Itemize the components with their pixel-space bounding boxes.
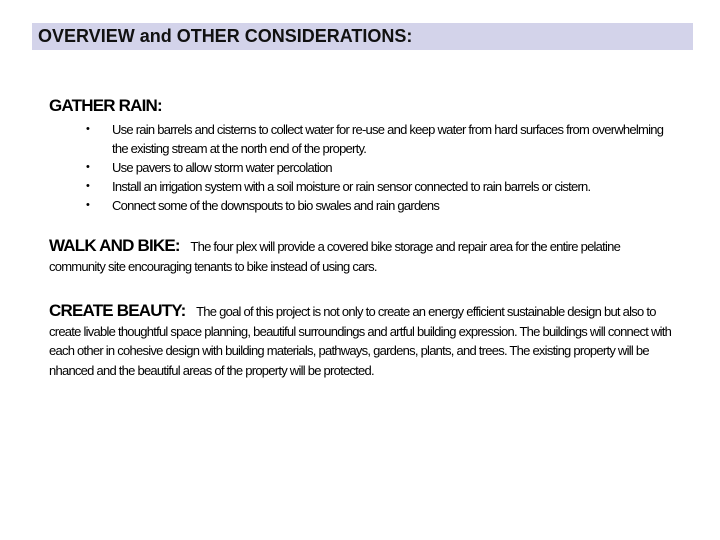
page-title: OVERVIEW and OTHER CONSIDERATIONS: xyxy=(38,26,413,46)
bullet-icon: • xyxy=(86,199,90,211)
bullet-icon: • xyxy=(86,123,90,135)
list-item-text: Connect some of the downspouts to bio swales and rain gardens xyxy=(112,198,440,213)
walk-and-bike-paragraph xyxy=(49,236,679,276)
list-item xyxy=(86,177,666,196)
gather-rain-list xyxy=(86,120,666,215)
list-item-text: Install an irrigation system with a soil moisture or rain sensor connected to rain barrels or cistern. xyxy=(112,179,591,194)
list-item xyxy=(86,120,666,158)
create-beauty-paragraph xyxy=(49,301,679,380)
create-beauty-text: The goal of this project is not only to create an energy efficient sustainable design but also to create livable thoughtful space planning, beautiful surroundings and artful building expression. The buildings will connect with each other in cohesive design with building materials, pathways, gardens, plants, and trees. The existing property will be nhanced and the beautiful areas of the property will be protected. xyxy=(49,304,672,378)
create-beauty-heading: CREATE BEAUTY: xyxy=(49,301,186,320)
walk-and-bike-heading: WALK AND BIKE: xyxy=(49,236,180,255)
gather-rain-heading: GATHER RAIN: xyxy=(49,96,162,115)
header-bar xyxy=(32,23,693,50)
list-item xyxy=(86,158,666,177)
list-item xyxy=(86,196,666,215)
bullet-icon: • xyxy=(86,161,90,173)
list-item-text: Use rain barrels and cisterns to collect water for re-use and keep water from hard surfaces from overwhelming the existing stream at the north end of the property. xyxy=(112,122,664,156)
walk-and-bike-text: The four plex will provide a covered bike storage and repair area for the entire pelatine community site encouraging tenants to bike instead of using cars. xyxy=(49,239,621,274)
bullet-icon: • xyxy=(86,180,90,192)
list-item-text: Use pavers to allow storm water percolation xyxy=(112,160,332,175)
